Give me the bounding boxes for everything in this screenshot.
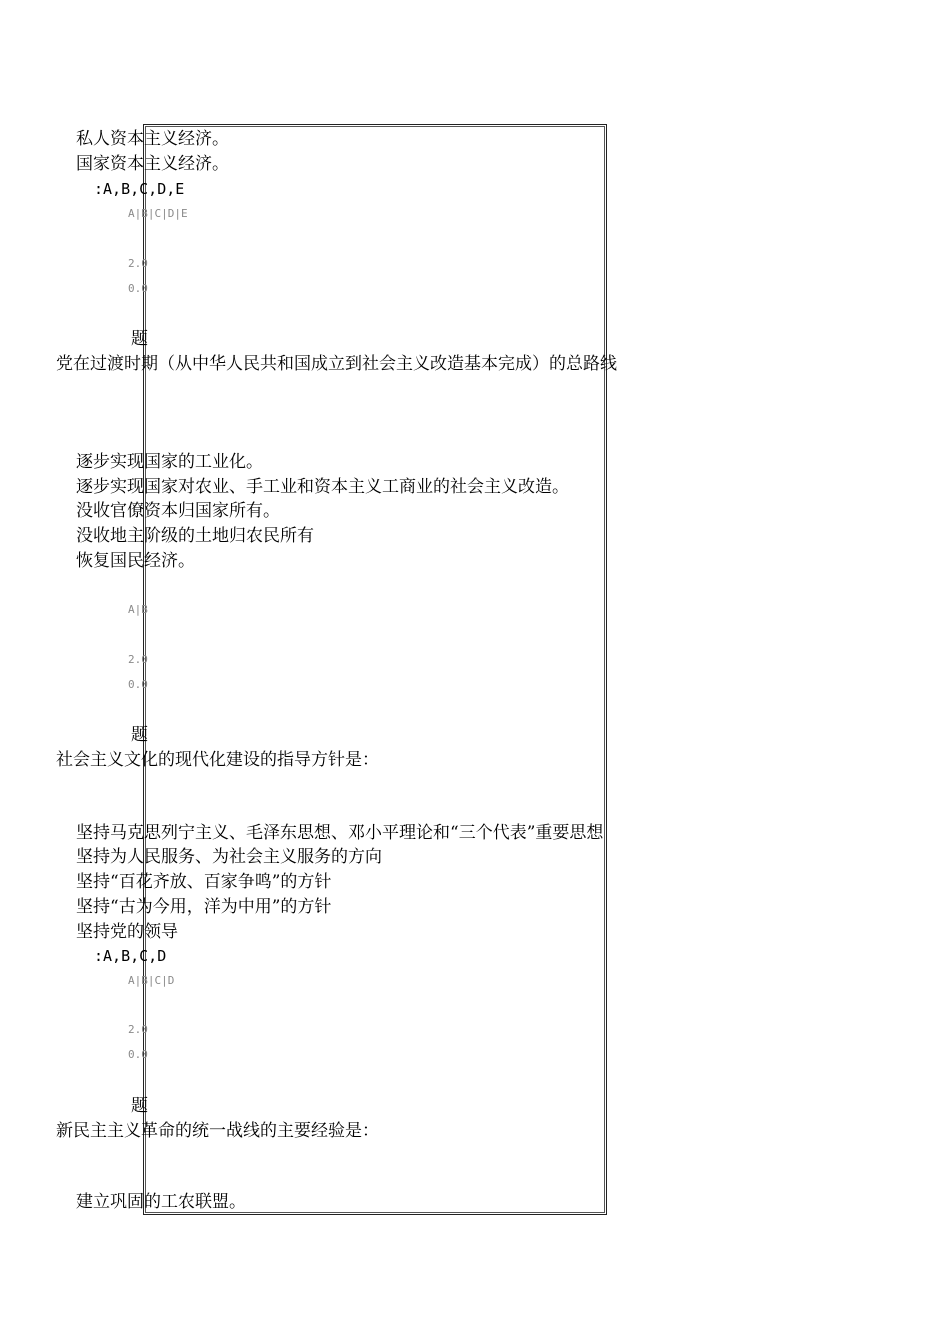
overlay-frame — [143, 124, 607, 1215]
option-text: 没收地主阶级的土地归农民所有 — [76, 526, 314, 546]
option-text: 恢复国民经济。 — [76, 551, 195, 571]
option-text: 逐步实现国家对农业、手工业和资本主义工商业的社会主义改造。 — [76, 477, 569, 497]
question-stem: 新民主主义革命的统一战线的主要经验是： — [56, 1121, 379, 1141]
score-full: 2.0 — [128, 1023, 148, 1036]
option-text: 建立巩固的工农联盟。 — [76, 1192, 246, 1212]
option-text: 逐步实现国家的工业化。 — [76, 452, 263, 472]
question-label: 题 — [131, 1096, 148, 1116]
option-text: 私人资本主义经济。 — [76, 129, 229, 149]
choice-letters: A|B|C|D|E — [128, 207, 188, 220]
question-stem: 党在过渡时期（从中华人民共和国成立到社会主义改造基本完成）的总路线 — [56, 354, 617, 374]
option-text: 坚持马克思列宁主义、毛泽东思想、邓小平理论和“三个代表”重要思想 — [76, 823, 604, 843]
score-full: 2.0 — [128, 653, 148, 666]
question-stem: 社会主义文化的现代化建设的指导方针是： — [56, 750, 379, 770]
answer-text: :A,B,C,D — [94, 947, 167, 965]
question-label: 题 — [131, 329, 148, 349]
score-got: 0.0 — [128, 678, 148, 691]
option-text: 坚持为人民服务、为社会主义服务的方向 — [76, 847, 382, 867]
option-text: 国家资本主义经济。 — [76, 154, 229, 174]
choice-letters: A|B — [128, 603, 148, 616]
answer-text: :A,B,C,D,E — [94, 180, 185, 198]
option-text: 坚持党的领导 — [76, 922, 178, 942]
question-label: 题 — [131, 725, 148, 745]
score-got: 0.0 — [128, 282, 148, 295]
option-text: 坚持“古为今用，洋为中用”的方针 — [76, 897, 332, 917]
score-got: 0.0 — [128, 1048, 148, 1061]
choice-letters: A|B|C|D — [128, 974, 175, 987]
option-text: 坚持“百花齐放、百家争鸣”的方针 — [76, 872, 332, 892]
score-full: 2.0 — [128, 257, 148, 270]
option-text: 没收官僚资本归国家所有。 — [76, 501, 280, 521]
